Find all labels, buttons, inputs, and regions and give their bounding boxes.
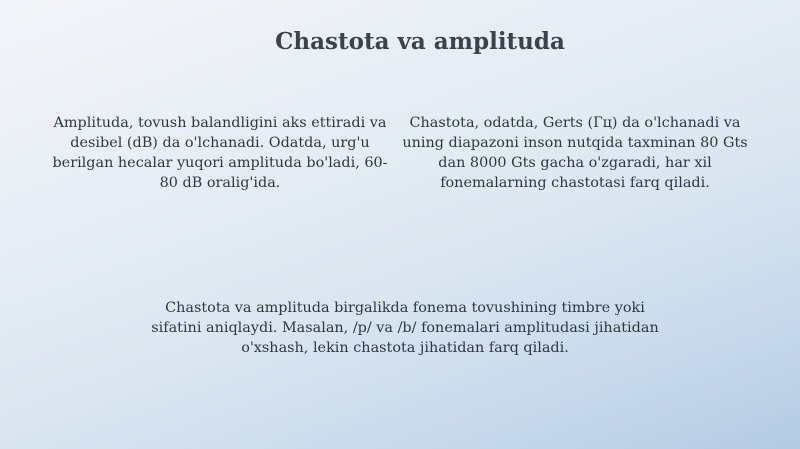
amplitude-paragraph: Amplituda, tovush balandligini aks ettiradi va desibel (dB) da o'lchanadi. Odatda, urg'u berilgan hecalar yuqori amplituda bo'ladi, 60-80 dB oralig'ida. — [52, 115, 388, 191]
frequency-paragraph: Chastota, odatda, Gerts (Гц) da o'lchanadi va uning diapazoni inson nutqida taxminan 80 Gts dan 8000 Gts gacha o'zgaradi, har xil fonemalarning chastotasi farq qiladi. — [402, 115, 748, 191]
timbre-paragraph: Chastota va amplituda birgalikda fonema tovushining timbre yoki sifatini aniqlaydi. Masalan, /p/ va /b/ fonemalari amplitudasi jihatidan o'xshash, lekin chastota jihatidan farq qiladi. — [151, 300, 659, 356]
slide-title: Chastota va amplituda — [275, 28, 565, 55]
